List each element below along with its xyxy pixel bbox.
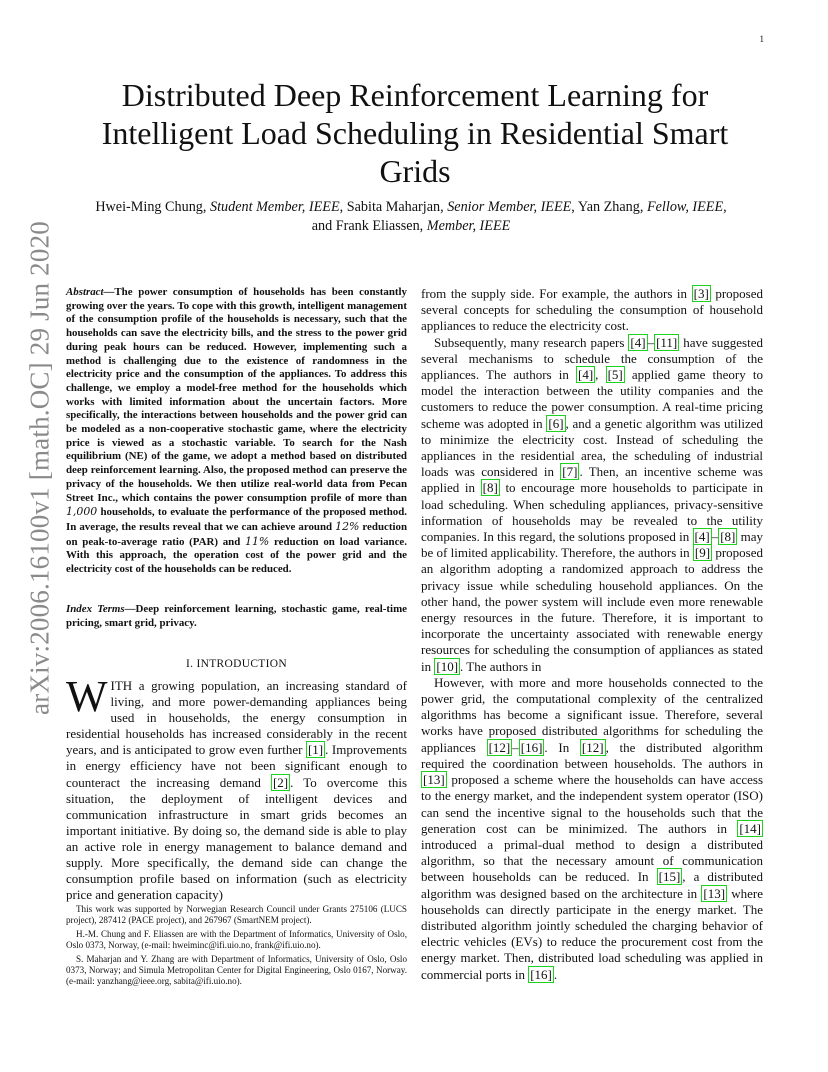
footnotes: [66, 904, 407, 990]
citation-link[interactable]: [14]: [739, 820, 761, 836]
text-run: from the supply side. For example, the authors in: [421, 286, 692, 301]
text-run: Subsequently, many research papers: [434, 334, 629, 350]
abstract-number: 1,000: [66, 505, 98, 519]
text-run: proposed several concepts for scheduling the consumption of household appliances to reduce the electricity cost.: [421, 286, 763, 334]
text-run: . To overcome this situation, the deployment of intelligent devices and communication infrastructure in smart grids becomes an important initiative. By doing so, the demand side is able to play an active role in energy management to balance demand and supply. More specifically, the demand side can change the consumption profile based on information (such as electricity price and generation capacity): [66, 774, 407, 903]
author-name: , Sabita Maharjan,: [339, 199, 448, 215]
author-list: [60, 198, 762, 236]
citation-link[interactable]: [10]: [436, 658, 459, 674]
text-run: , a distributed algorithm was designed based on the architecture in: [421, 869, 763, 901]
text-run: , and a genetic algorithm was utilized to minimize the electricity cost. Instead of scheduling the appliances in the residential area, the scheduling of industrial loads was considered in: [421, 415, 763, 480]
citation-link[interactable]: [5]: [607, 367, 623, 383]
citation-link[interactable]: [11]: [656, 334, 678, 350]
citation-link[interactable]: [7]: [562, 464, 578, 480]
drop-cap: W: [66, 672, 108, 721]
text-run: introduced a primal-dual method to design a distributed algorithm, so that the necessary amount of communication between households can be reduced. In: [421, 836, 763, 885]
text-run: proposed a scheme where the households can have access to the energy market, and the independent system operator (ISO) can send the incentive signal to the households such that the generation cost can be minimized. The authors in: [421, 772, 763, 836]
text-run: . The authors in: [460, 658, 542, 674]
abstract-number: 11%: [245, 534, 270, 548]
index-terms-label: Index Terms: [66, 603, 125, 615]
text-run: have suggested several mechanisms to schedule the consumption of the appliances. The authors in: [421, 334, 763, 383]
paragraph: [421, 335, 763, 675]
page-number: 1: [759, 34, 764, 44]
abstract: [66, 286, 407, 577]
footnote-affiliation: H.-M. Chung and F. Eliassen are with the Department of Informatics, University of Oslo, Oslo 0373, Norway, (e-mail: hweiminc@ifi.uio.no, frank@ifi.uio.no).: [66, 928, 407, 951]
abstract-label: Abstract: [66, 286, 104, 298]
citation-link[interactable]: [4]: [694, 529, 710, 545]
citation-link[interactable]: [12]: [488, 739, 511, 755]
footnote-funding: This work was supported by Norwegian Research Council under Grants 275106 (LUCS project), 287412 (PACE project), and 267967 (SmartNEM project).: [66, 904, 407, 926]
author-name: Hwei-Ming Chung,: [95, 199, 210, 215]
author-role: Student Member, IEEE: [210, 199, 340, 215]
text-run: . Then, an incentive scheme was applied in: [421, 464, 763, 496]
abstract-text: reduction on peak-to-average ratio (PAR) and: [66, 520, 407, 548]
author-role: Senior Member, IEEE: [447, 199, 572, 215]
text-run: ITH a growing population, an increasing standard of living, and more power-demanding appliances being used in households, the energy consumption in residential households has increased considerably in the recent years, and is anticipated to grow even further: [66, 678, 407, 758]
text-run: –: [711, 529, 719, 545]
paper-title: Distributed Deep Reinforcement Learning for Intelligent Load Scheduling in Residential Smart Grids: [101, 77, 729, 189]
text-run: –: [647, 334, 655, 350]
text-run: , the distributed algorithm required the coordination between households. The authors in: [421, 739, 763, 771]
citation-link[interactable]: [1]: [307, 742, 324, 758]
text-run: may be of limited applicability. Therefore, the authors in: [421, 529, 763, 561]
citation-link[interactable]: [6]: [548, 415, 564, 431]
abstract-number: 12%: [335, 519, 360, 533]
citation-link[interactable]: [4]: [630, 334, 646, 350]
text-run: . In: [544, 739, 580, 755]
paragraph: [421, 675, 763, 983]
citation-link[interactable]: [4]: [578, 367, 594, 383]
author-role: Member, IEEE: [426, 218, 511, 234]
citation-link[interactable]: [3]: [693, 286, 709, 301]
section-heading: I. INTRODUCTION: [186, 658, 287, 670]
citation-link[interactable]: [8]: [482, 480, 498, 496]
arxiv-stamp-text: arXiv:2006.16100v1 [math.OC] 29 Jun 2020: [24, 221, 55, 715]
text-run: –: [512, 739, 519, 755]
introduction-paragraph: [66, 672, 407, 903]
text-run: where households can directly participate in the energy market. The distributed algorithm jointly scheduled the charging behavior of electric vehicles (EVs) to reduce the procurement cost from the energy market. Then, distributed load scheduling was applied in commercial ports in: [421, 885, 763, 982]
abstract-text: households, to evaluate the performance of the proposed method. In average, the results reveal that we can achieve around: [66, 506, 407, 533]
text-run: proposed an algorithm adopting a randomized approach to address the privacy issue while scheduling household appliances. On the other hand, the power system will include even more renewable energy resources in the future. Therefore, it is important to incorporate the uncertainty associated with renewable energy resources for scheduling the consumption of appliances as stated in: [421, 545, 763, 674]
citation-link[interactable]: [16]: [530, 966, 552, 982]
author-name: , Yan Zhang,: [571, 199, 647, 215]
text-run: ,: [595, 367, 606, 383]
citation-link[interactable]: [9]: [694, 545, 711, 561]
arxiv-stamp: [0, 0, 60, 1072]
text-run: to encourage more households to participate in load scheduling. When scheduling appliances, privacy-sensitive information of households may be revealed to the utility companies. In this regard, the solutions proposed in: [421, 480, 763, 545]
author-role: Fellow, IEEE: [646, 199, 724, 215]
citation-link[interactable]: [15]: [658, 869, 681, 885]
abstract-text: reduction on load variance. With this approach, the operation cost of the power grid and the electricity cost of the households can be reduced.: [66, 535, 407, 576]
paragraph-continued: [421, 286, 763, 335]
author-separator: ,: [723, 199, 727, 215]
footnote-affiliation: S. Maharjan and Y. Zhang are with Department of Informatics, University of Oslo, Oslo 0373, Norway; and Simula Metropolitan Center for Digital Engineering, Oslo 0167, Norway. (e-mail: yanzhang@ieee.org, sabita@ifi.uio.no).: [66, 953, 407, 987]
text-run: . Improvements in energy efficiency have not been significant enough to counteract the increasing demand: [66, 742, 407, 790]
index-terms-text: —Deep reinforcement learning, stochastic game, real-time pricing, smart grid, privacy.: [66, 603, 407, 629]
citation-link[interactable]: [12]: [581, 739, 604, 755]
citation-link[interactable]: [8]: [720, 529, 736, 545]
text-run: .: [553, 966, 558, 982]
text-run: However, with more and more households connected to the power grid, the computational complexity of the centralized algorithms has become a significant issue. Therefore, several works have proposed distributed algorithms for scheduling the appliances: [421, 674, 763, 755]
right-column: [421, 286, 763, 983]
citation-link[interactable]: [16]: [520, 739, 543, 755]
index-terms: [66, 603, 407, 630]
citation-link[interactable]: [13]: [423, 772, 445, 788]
abstract-text: —The power consumption of households has been constantly growing over the years. To cope with this growth, intelligent management of the consumption profile of the households is necessary, such that the households can save the electricity bills, and the stress to the power grid during peak hours can be reduced. However, implementing such a method is challenging due to the existence of randomness in the electricity price and the consumption of the appliances. To address this challenge, we employ a model-free method for the households which works with limited information about the uncertain factors. More specifically, the interactions between households and the power grid can be modeled as a non-cooperative stochastic game, where the electricity price is viewed as a stochastic variable. To search for the Nash equilibrium (NE) of the game, we adopt a method based on distributed deep reinforcement learning. Also, the proposed method can preserve the privacy of the households. We then utilize real-world data from Pecan Street Inc., which contains the power consumption profile of more than: [66, 286, 407, 504]
citation-link[interactable]: [2]: [272, 774, 289, 790]
author-name: and Frank Eliassen,: [311, 218, 427, 234]
text-run: applied game theory to model the interaction between the utility companies and the customers to reduce the power consumption. A real-time pricing scheme was adopted in: [421, 367, 763, 431]
citation-link[interactable]: [13]: [703, 885, 726, 901]
